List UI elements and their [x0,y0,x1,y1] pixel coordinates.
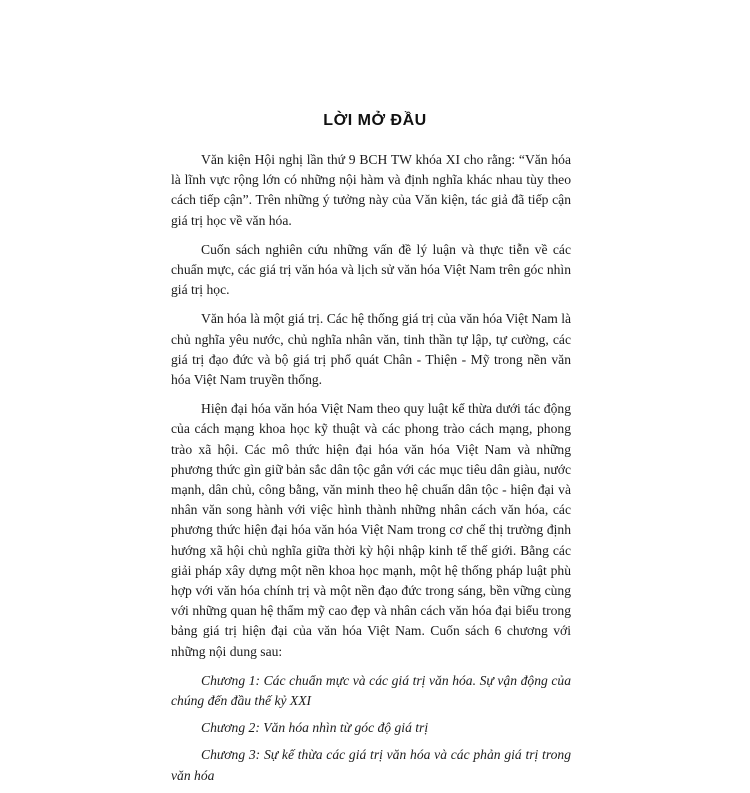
paragraph-1: Văn kiện Hội nghị lần thứ 9 BCH TW khóa XI cho rằng: “Văn hóa là lĩnh vực rộng lớn có những nội hàm và định nghĩa khác nhau tùy theo cách tiếp cận”. Trên những ý tưởng này của Văn kiện, tác giả đã tiếp cận giá trị học về văn hóa. [171,152,571,228]
body-text [171,150,571,793]
page-title: LỜI MỞ ĐẦU [323,112,427,129]
paragraph-4: Hiện đại hóa văn hóa Việt Nam theo quy luật kế thừa dưới tác động của cách mạng khoa học kỹ thuật và các phong trào cách mạng, phong trào xã hội. Các mô thức hiện đại hóa văn hóa Việt Nam và những phương thức gìn giữ bản sắc dân tộc gắn với các mục tiêu dân giàu, nước mạnh, dân chủ, công bằng, văn minh theo hệ chuẩn dân tộc - hiện đại và nhân văn song hành với việc hình thành những nhân cách văn hóa, các phương thức hiện đại hóa văn hóa Việt Nam trong cơ chế thị trường định hướng xã hội chủ nghĩa giữa thời kỳ hội nhập kinh tế thế giới. Bằng các giải pháp xây dựng một nền khoa học mạnh, một hệ thống pháp luật phù hợp với văn hóa chính trị và một nền đạo đức trong sáng, bền vững cùng với những quan hệ thẩm mỹ cao đẹp và nhân cách văn hóa đại biểu trong bảng giá trị hiện đại của văn hóa Việt Nam. Cuốn sách 6 chương với những nội dung sau: [171,401,571,659]
paragraph-2: Cuốn sách nghiên cứu những vấn đề lý luận và thực tiễn về các chuẩn mực, các giá trị văn hóa và lịch sử văn hóa Việt Nam trên góc nhìn giá trị học. [171,241,571,298]
chapter-1-entry: Chương 1: Các chuẩn mực và các giá trị văn hóa. Sự vận động của chúng đến đầu thế kỷ XXI [171,672,571,709]
chapter-3-entry: Chương 3: Sự kế thừa các giá trị văn hóa và các phản giá trị trong văn hóa [171,747,571,783]
chapter-2-entry: Chương 2: Văn hóa nhìn từ góc độ giá trị [201,720,429,736]
paragraph-3: Văn hóa là một giá trị. Các hệ thống giá trị của văn hóa Việt Nam là chủ nghĩa yêu nước, chủ nghĩa nhân văn, tinh thần tự lập, tự cường, các giá trị đạo đức và bộ giá trị phổ quát Chân - Thiện - Mỹ trong nền văn hóa Việt Nam truyền thống. [171,311,572,388]
